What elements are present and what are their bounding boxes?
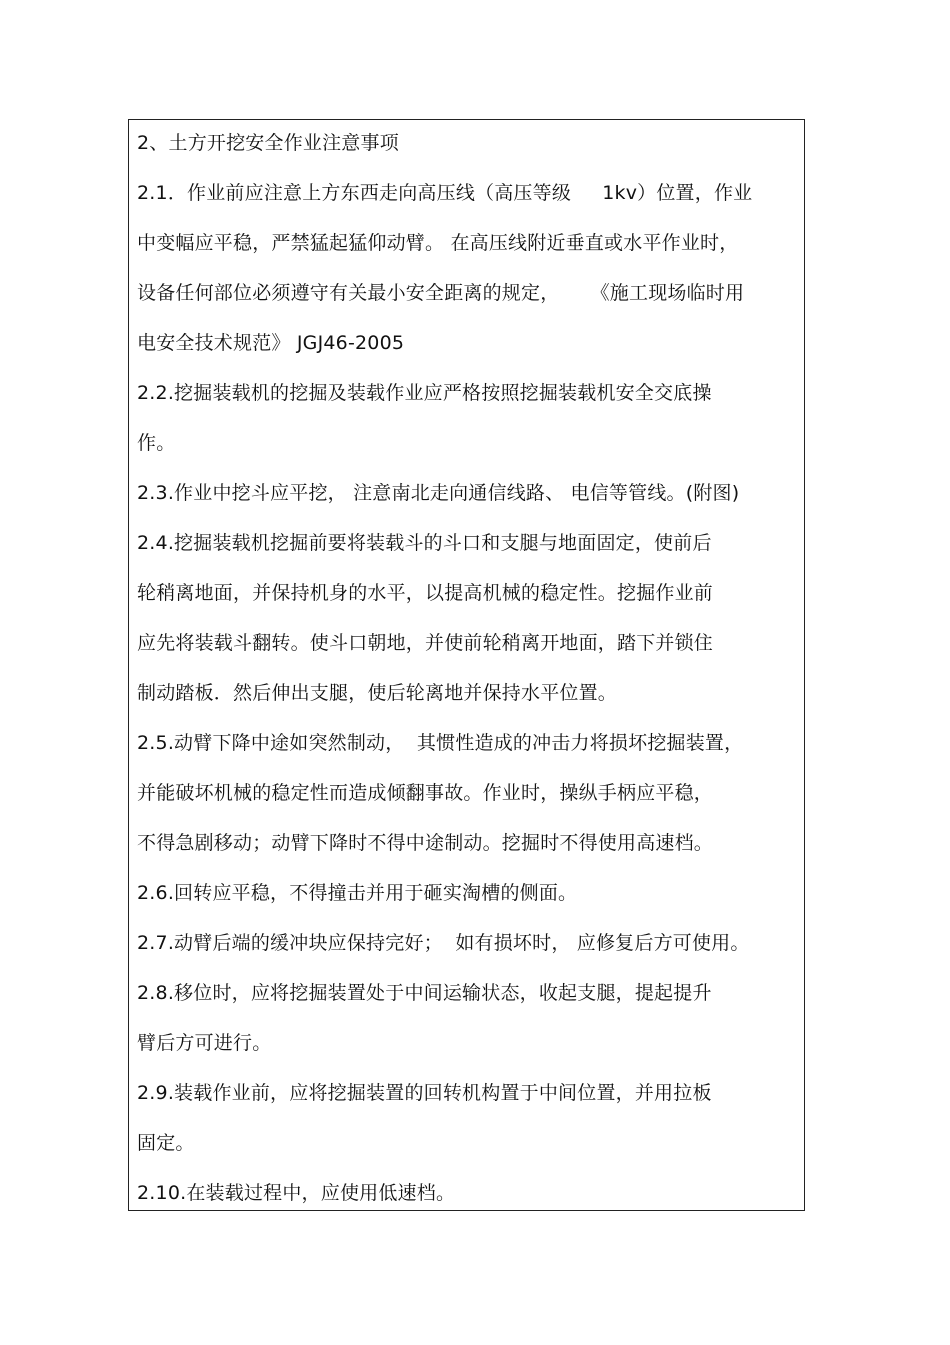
text-line: 2.3.作业中挖斗应平挖， 注意南北走向通信线路、 电信等管线。(附图): [137, 482, 740, 504]
text-line: 设备任何部位必须遵守有关最小安全距离的规定， 《施工现场临时用: [137, 282, 745, 304]
text-line: 应先将装载斗翻转。使斗口朝地，并使前轮稍离开地面，踏下并锁住: [137, 632, 714, 654]
text-line: 2.6.回转应平稳，不得撞击并用于砸实淘槽的侧面。: [137, 882, 578, 904]
text-line: 2.8.移位时，应将挖掘装置处于中间运输状态，收起支腿，提起提升: [137, 982, 712, 1004]
text-line: 2.4.挖掘装载机挖掘前要将装载斗的斗口和支腿与地面固定，使前后: [137, 532, 712, 554]
text-line: 2.9.装载作业前，应将挖掘装置的回转机构置于中间位置，并用拉板: [137, 1082, 712, 1104]
text-line: 2.2.挖掘装载机的挖掘及装载作业应严格按照挖掘装载机安全交底操: [137, 382, 712, 404]
text-line: 2.1．作业前应注意上方东西走向高压线（高压等级 1kv）位置，作业: [137, 182, 753, 204]
text-line: 2.7.动臂后端的缓冲块应保持完好； 如有损坏时， 应修复后方可使用。: [137, 932, 750, 954]
text-line: 臂后方可进行。: [137, 1032, 272, 1054]
text-line: 电安全技术规范》 JGJ46-2005: [137, 332, 405, 354]
text-line: 2.10.在装载过程中，应使用低速档。: [137, 1182, 456, 1204]
text-line: 作。: [137, 432, 176, 454]
text-line: 不得急剧移动；动臂下降时不得中途制动。挖掘时不得使用高速档。: [137, 832, 714, 854]
section-heading: 2、土方开挖安全作业注意事项: [137, 132, 399, 154]
text-line: 固定。: [137, 1132, 195, 1154]
text-line: 中变幅应平稳，严禁猛起猛仰动臂。 在高压线附近垂直或水平作业时，: [137, 232, 739, 254]
text-line: 2.5.动臂下降中途如突然制动， 其惯性造成的冲击力将损坏挖掘装置，: [137, 732, 744, 754]
text-line: 制动踏板．然后伸出支腿，使后轮离地并保持水平位置。: [137, 682, 618, 704]
text-line: 并能破坏机械的稳定性而造成倾翻事故。作业时，操纵手柄应平稳，: [137, 782, 714, 804]
text-line: 轮稍离地面，并保持机身的水平，以提高机械的稳定性。挖掘作业前: [137, 582, 714, 604]
